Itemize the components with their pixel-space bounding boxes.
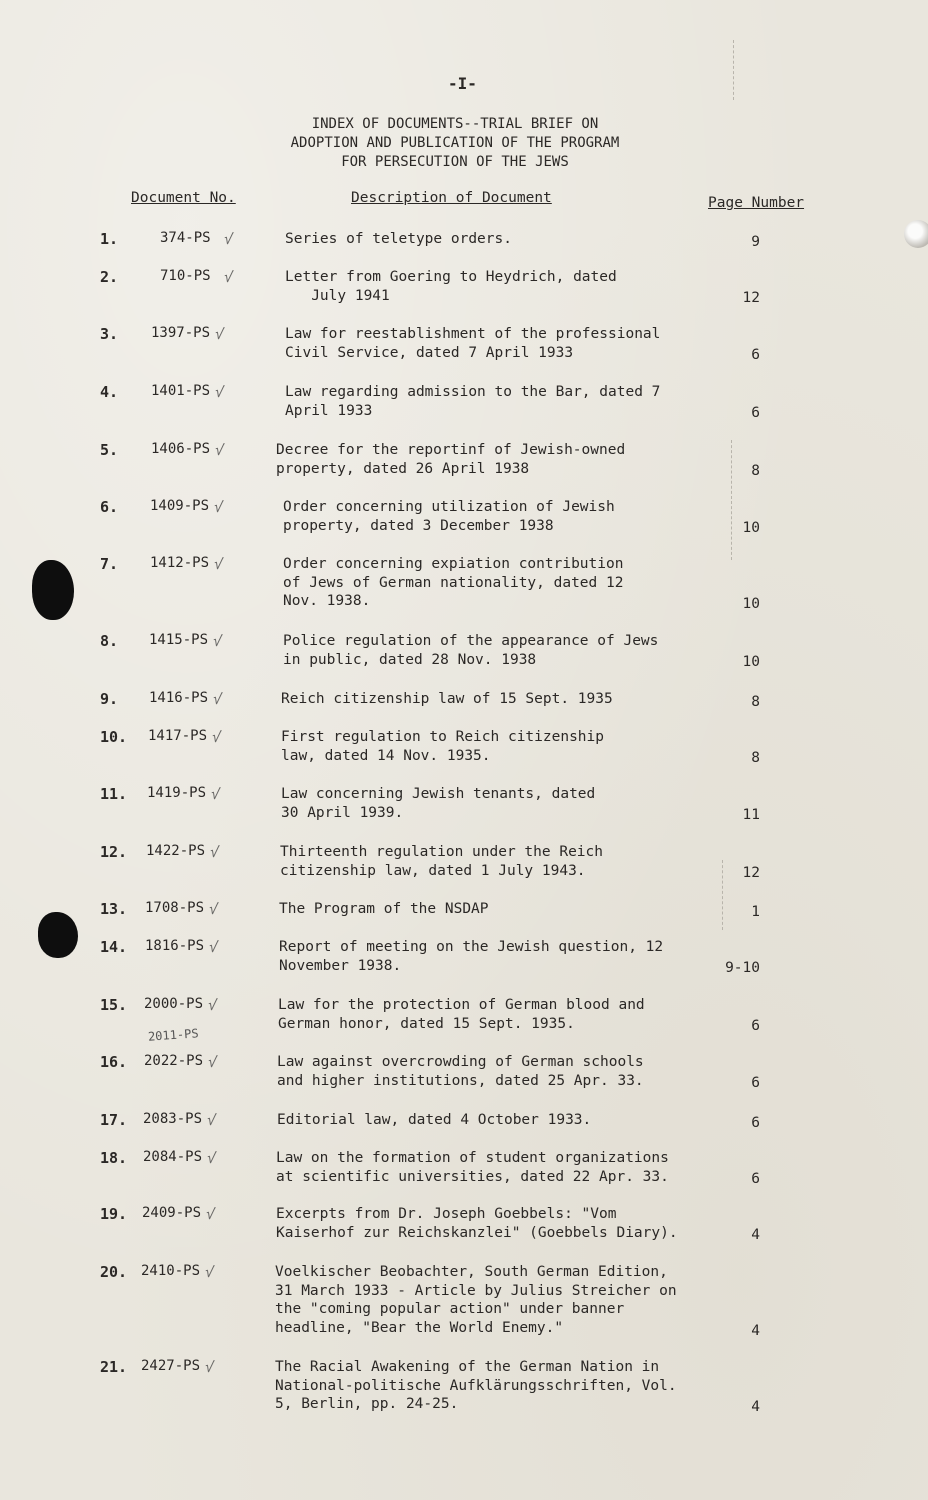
title-line: INDEX OF DOCUMENTS--TRIAL BRIEF ON [311, 116, 599, 132]
document-number: 1406-PS [151, 441, 211, 457]
document-number: 2000-PS [144, 996, 204, 1012]
check-mark-icon: √ [205, 1110, 218, 1130]
entry-number: 1. [100, 230, 119, 248]
ink-blot [38, 912, 78, 958]
description: The Racial Awakening of the German Nation in National-politische Aufklärungsschriften, Vol. 5, Berlin, pp. 24-25. [275, 1359, 677, 1412]
page-number-cell: 12 [742, 290, 760, 306]
check-mark-icon: √ [213, 382, 226, 402]
entry-number: 21. [100, 1358, 128, 1376]
check-mark-icon: √ [203, 1357, 216, 1377]
check-mark-icon: √ [207, 937, 220, 957]
page-number-cell: 6 [751, 1115, 760, 1131]
check-mark-icon: √ [206, 1052, 219, 1072]
page-number-cell: 9 [751, 234, 760, 250]
document-number: 1409-PS [150, 498, 210, 514]
check-mark-icon: √ [206, 995, 219, 1015]
document-number: 2409-PS [142, 1205, 202, 1221]
page-number-cell: 4 [751, 1227, 760, 1243]
entry-number: 17. [100, 1111, 128, 1129]
description: Law for the protection of German blood and German honor, dated 15 Sept. 1935. [278, 997, 645, 1032]
check-mark-icon: √ [204, 1204, 217, 1224]
page-number-cell: 6 [751, 1075, 760, 1091]
document-number: 1412-PS [150, 555, 210, 571]
document-number: 1708-PS [145, 900, 205, 916]
description: Thirteenth regulation under the Reich citizenship law, dated 1 July 1943. [280, 844, 604, 879]
document-number: 1419-PS [147, 785, 207, 801]
title-line: FOR PERSECUTION OF THE JEWS [341, 154, 569, 170]
page-number-cell: 4 [751, 1323, 760, 1339]
document-number: 710-PS [160, 268, 211, 284]
page-number-cell: 6 [751, 1018, 760, 1034]
entry-number: 14. [100, 938, 128, 956]
entry-number: 18. [100, 1149, 128, 1167]
entry-number: 6. [100, 498, 119, 516]
page-number-cell: 9-10 [725, 960, 760, 976]
document-number: 2022-PS [144, 1053, 204, 1069]
entry-number: 7. [100, 555, 119, 573]
check-mark-icon: √ [212, 497, 225, 517]
description: Law concerning Jewish tenants, dated 30 April 1939. [281, 786, 596, 821]
document-number: 1417-PS [148, 728, 208, 744]
description: Report of meeting on the Jewish question, 12 November 1938. [279, 939, 664, 974]
description: Police regulation of the appearance of Jews in public, dated 28 Nov. 1938 [283, 633, 659, 668]
header-page-number: Page Number [708, 195, 805, 211]
check-mark-icon: √ [209, 784, 222, 804]
title-line: ADOPTION AND PUBLICATION OF THE PROGRAM [290, 135, 620, 151]
description: Law regarding admission to the Bar, dated 7 April 1933 [285, 384, 661, 419]
description: Decree for the reportinf of Jewish-owned property, dated 26 April 1938 [276, 442, 626, 477]
header-description: Description of Document [351, 190, 552, 206]
page-number-cell: 12 [742, 865, 760, 881]
document-number: 1416-PS [149, 690, 209, 706]
handwritten-note: 2011-PS [147, 1026, 200, 1044]
faint-mark [733, 40, 734, 100]
page-number-cell: 6 [751, 347, 760, 363]
header-document-no: Document No. [131, 190, 236, 206]
page-number-cell: 10 [742, 654, 760, 670]
check-mark-icon: √ [207, 899, 220, 919]
entry-number: 13. [100, 900, 128, 918]
check-mark-icon: √ [205, 1148, 218, 1168]
page-number-cell: 11 [742, 807, 760, 823]
page-number-cell: 10 [742, 520, 760, 536]
entry-number: 12. [100, 843, 128, 861]
document-number: 1397-PS [151, 325, 211, 341]
document-number: 1415-PS [149, 632, 209, 648]
document-number: 2410-PS [141, 1263, 201, 1279]
punch-hole [904, 220, 928, 248]
entry-number: 2. [100, 268, 119, 286]
description: Order concerning utilization of Jewish property, dated 3 December 1938 [283, 499, 615, 534]
entry-number: 5. [100, 441, 119, 459]
document-number: 1401-PS [151, 383, 211, 399]
description: Reich citizenship law of 15 Sept. 1935 [281, 691, 613, 707]
description: First regulation to Reich citizenship law, dated 14 Nov. 1935. [281, 729, 605, 764]
entry-number: 19. [100, 1205, 128, 1223]
document-number: 1422-PS [146, 843, 206, 859]
check-mark-icon: √ [213, 440, 226, 460]
document-number: 374-PS [160, 230, 211, 246]
faint-mark [731, 440, 732, 560]
description: Series of teletype orders. [285, 231, 512, 247]
entry-number: 8. [100, 632, 119, 650]
entry-number: 4. [100, 383, 119, 401]
document-number: 2427-PS [141, 1358, 201, 1374]
check-mark-icon: √ [210, 727, 223, 747]
document-title [250, 115, 660, 172]
check-mark-icon: √ [203, 1262, 216, 1282]
description: Law for reestablishment of the professional Civil Service, dated 7 April 1933 [285, 326, 661, 361]
document-number: 2084-PS [143, 1149, 203, 1165]
check-mark-icon: √ [208, 842, 221, 862]
check-mark-icon: √ [222, 267, 235, 287]
entry-number: 16. [100, 1053, 128, 1071]
entry-number: 3. [100, 325, 119, 343]
description: Voelkischer Beobachter, South German Edition, 31 March 1933 - Article by Julius Streicher on the "coming popular action" under banner headline, "Bear the World Enemy." [275, 1264, 677, 1336]
entry-number: 15. [100, 996, 128, 1014]
check-mark-icon: √ [213, 324, 226, 344]
check-mark-icon: √ [211, 689, 224, 709]
entry-number: 20. [100, 1263, 128, 1281]
page-number-cell: 6 [751, 1171, 760, 1187]
document-number: 2083-PS [143, 1111, 203, 1127]
description: Editorial law, dated 4 October 1933. [277, 1112, 592, 1128]
entry-number: 9. [100, 690, 119, 708]
entry-number: 10. [100, 728, 128, 746]
check-mark-icon: √ [222, 229, 235, 249]
description: Excerpts from Dr. Joseph Goebbels: "Vom Kaiserhof zur Reichskanzlei" (Goebbels Diary). [276, 1206, 678, 1241]
description: The Program of the NSDAP [279, 901, 489, 917]
page-number-cell: 10 [742, 596, 760, 612]
check-mark-icon: √ [212, 554, 225, 574]
document-number: 1816-PS [145, 938, 205, 954]
page-number-cell: 1 [751, 904, 760, 920]
description: Law on the formation of student organizations at scientific universities, dated 22 Apr. 33. [276, 1150, 669, 1185]
page-number-cell: 4 [751, 1399, 760, 1415]
page-number: -I- [448, 74, 477, 93]
page-number-cell: 6 [751, 405, 760, 421]
page-number-cell: 8 [751, 463, 760, 479]
ink-blot [32, 560, 74, 620]
description: Order concerning expiation contribution of Jews of German nationality, dated 12 Nov. 1938. [283, 556, 624, 609]
check-mark-icon: √ [211, 631, 224, 651]
entry-number: 11. [100, 785, 128, 803]
description: Letter from Goering to Heydrich, dated July 1941 [285, 269, 617, 304]
description: Law against overcrowding of German schools and higher institutions, dated 25 Apr. 33. [277, 1054, 644, 1089]
page-number-cell: 8 [751, 750, 760, 766]
page-number-cell: 8 [751, 694, 760, 710]
